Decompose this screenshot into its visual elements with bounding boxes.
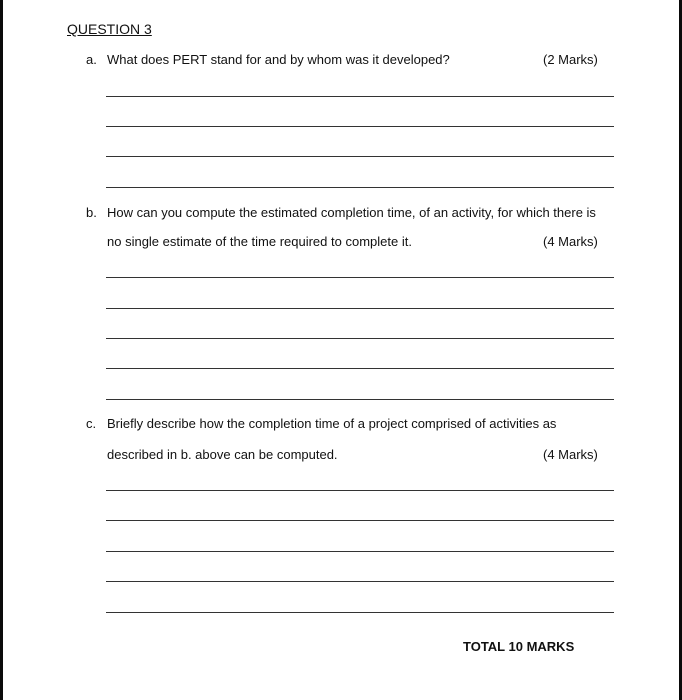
answer-line[interactable] [106,399,614,400]
answer-line[interactable] [106,368,614,369]
answer-line[interactable] [106,156,614,157]
answer-line[interactable] [106,277,614,278]
question-c-text-line-1: Briefly describe how the completion time of a project comprised of activities as [107,416,557,431]
question-title: QUESTION 3 [67,21,152,37]
question-b-letter: b. [86,205,97,220]
question-c-text-line-2: described in b. above can be computed. [107,447,338,462]
question-a-marks: (2 Marks) [543,52,598,67]
page-border-left [0,0,3,700]
question-b-text-line-1: How can you compute the estimated completion time, of an activity, for which there is [107,205,596,220]
answer-line[interactable] [106,308,614,309]
answer-line[interactable] [106,338,614,339]
answer-line[interactable] [106,520,614,521]
answer-line[interactable] [106,96,614,97]
answer-line[interactable] [106,581,614,582]
question-b-text-line-2: no single estimate of the time required to complete it. [107,234,412,249]
question-a-letter: a. [86,52,97,67]
total-marks: TOTAL 10 MARKS [463,639,575,654]
question-c-letter: c. [86,416,97,431]
question-a-text: What does PERT stand for and by whom was it developed? [107,52,450,67]
answer-line[interactable] [106,612,614,613]
answer-line[interactable] [106,126,614,127]
question-c-marks: (4 Marks) [543,447,598,462]
answer-line[interactable] [106,551,614,552]
answer-line[interactable] [106,490,614,491]
question-b-marks: (4 Marks) [543,234,598,249]
answer-line[interactable] [106,187,614,188]
